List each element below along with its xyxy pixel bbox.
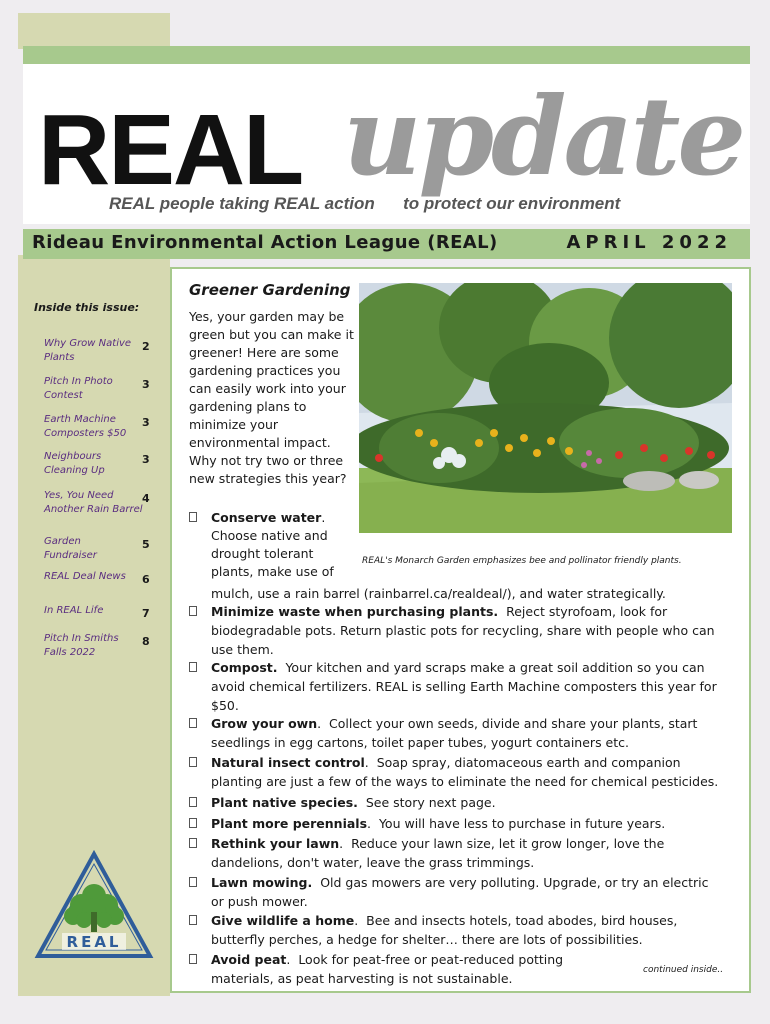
- masthead: [23, 64, 750, 224]
- tip-body: Soap spray, diatomaceous earth and companion planting are just a few of the ways to eliminate the need for chemical pesticides.: [211, 755, 719, 789]
- tip-body: Collect your own seeds, divide and share your plants, start seedlings in egg cartons, toilet paper tubes, yogurt containers etc.: [211, 716, 698, 750]
- tip-title: Grow your own: [211, 716, 318, 731]
- tip-title: Conserve water: [211, 510, 322, 525]
- toc-item-title: REAL Deal News: [44, 571, 126, 582]
- toc-item-page: 2: [142, 340, 150, 353]
- tip-title: Compost.: [211, 660, 278, 675]
- tip-title: Avoid peat: [211, 952, 287, 967]
- toc-item-title: Yes, You Need Another Rain Barrel: [44, 490, 143, 515]
- checkbox-icon: [189, 838, 197, 848]
- tip-body: Bee and insects hotels, toad abodes, bird houses, butterfly perches, a hedge for shelter… there are lots of possibilities.: [211, 913, 678, 947]
- checkbox-icon: [189, 718, 197, 728]
- checkbox-icon: [189, 512, 197, 522]
- logo-real: REAL: [38, 94, 303, 206]
- tip-title: Minimize waste when purchasing plants.: [211, 604, 499, 619]
- toc-item-page: 7: [142, 607, 150, 620]
- tip-body: Look for peat-free or peat-reduced potting materials, as peat harvesting is not sustainable.: [211, 952, 564, 986]
- continued-note: continued inside..: [643, 965, 724, 975]
- toc-item-page: 6: [142, 573, 150, 586]
- logo-update: update: [343, 74, 744, 200]
- toc-item-title: Pitch In Photo Contest: [44, 376, 113, 401]
- tip-title: Natural insect control: [211, 755, 365, 770]
- tip-body: Reduce your lawn size, let it grow longer, love the dandelions, don't water, leave the grass trimmings.: [211, 836, 665, 870]
- article-intro: Yes, your garden may be green but you can make it greener! Here are some gardening practices you can easily work into your gardening plans to minimize your environmental impact. Why not try two or three new strategies this year?: [189, 309, 354, 486]
- top-color-band: [23, 46, 750, 64]
- issue-date: APRIL 2022: [566, 232, 732, 253]
- toc-item-page: 3: [142, 416, 150, 429]
- checkbox-icon: [189, 818, 197, 828]
- photo-caption: REAL's Monarch Garden emphasizes bee and pollinator friendly plants.: [362, 556, 682, 566]
- checkbox-icon: [189, 915, 197, 925]
- inside-this-issue-title: Inside this issue:: [34, 301, 140, 314]
- checkbox-icon: [189, 662, 197, 672]
- toc-item-title: In REAL Life: [44, 605, 104, 616]
- tip-body: See story next page.: [365, 795, 496, 810]
- toc-item-page: 5: [142, 538, 150, 551]
- org-bar: [23, 229, 750, 259]
- tip-body: Reject styrofoam, look for biodegradable pots. Return plastic pots for recycling, share with people who can use them.: [211, 604, 715, 657]
- toc-item-page: 4: [142, 492, 150, 505]
- tip-title: Rethink your lawn: [211, 836, 340, 851]
- toc-item-title: Why Grow Native Plants: [44, 338, 132, 363]
- checkbox-icon: [189, 757, 197, 767]
- tip-title: Plant native species.: [211, 795, 358, 810]
- tip-title: Plant more perennials: [211, 816, 368, 831]
- tip-title: Lawn mowing.: [211, 875, 313, 890]
- garden-photo: [359, 283, 732, 533]
- tagline: REAL people taking REAL action to protect our environment: [109, 194, 621, 213]
- checkbox-icon: [189, 606, 197, 616]
- org-name: Rideau Environmental Action League (REAL): [32, 232, 498, 253]
- tip-body: You will have less to purchase in future years.: [378, 816, 666, 831]
- emblem-text: REAL: [66, 933, 122, 951]
- toc-item-title: Garden Fundraiser: [44, 536, 97, 561]
- toc-item-title: Earth Machine Composters $50: [44, 414, 127, 439]
- checkbox-icon: [189, 877, 197, 887]
- toc-item-title: Pitch In Smiths Falls 2022: [44, 633, 119, 658]
- checkbox-icon: [189, 797, 197, 807]
- toc-item-page: 8: [142, 635, 150, 648]
- checkbox-icon: [189, 954, 197, 964]
- top-tab-decoration: [18, 13, 170, 49]
- tip-title: Give wildlife a home: [211, 913, 355, 928]
- toc-item-page: 3: [142, 378, 150, 391]
- tip-body: Your kitchen and yard scraps make a great soil addition so you can avoid chemical fertilizers. REAL is selling Earth Machine composters this year for $50.: [211, 660, 717, 713]
- real-tree-logo-icon: [34, 850, 154, 962]
- toc-item-page: 3: [142, 453, 150, 466]
- tip-body: Old gas mowers are very polluting. Upgrade, or try an electric or push mower.: [211, 875, 709, 909]
- article-heading: Greener Gardening: [189, 281, 351, 299]
- toc-item-title: Neighbours Cleaning Up: [44, 451, 105, 476]
